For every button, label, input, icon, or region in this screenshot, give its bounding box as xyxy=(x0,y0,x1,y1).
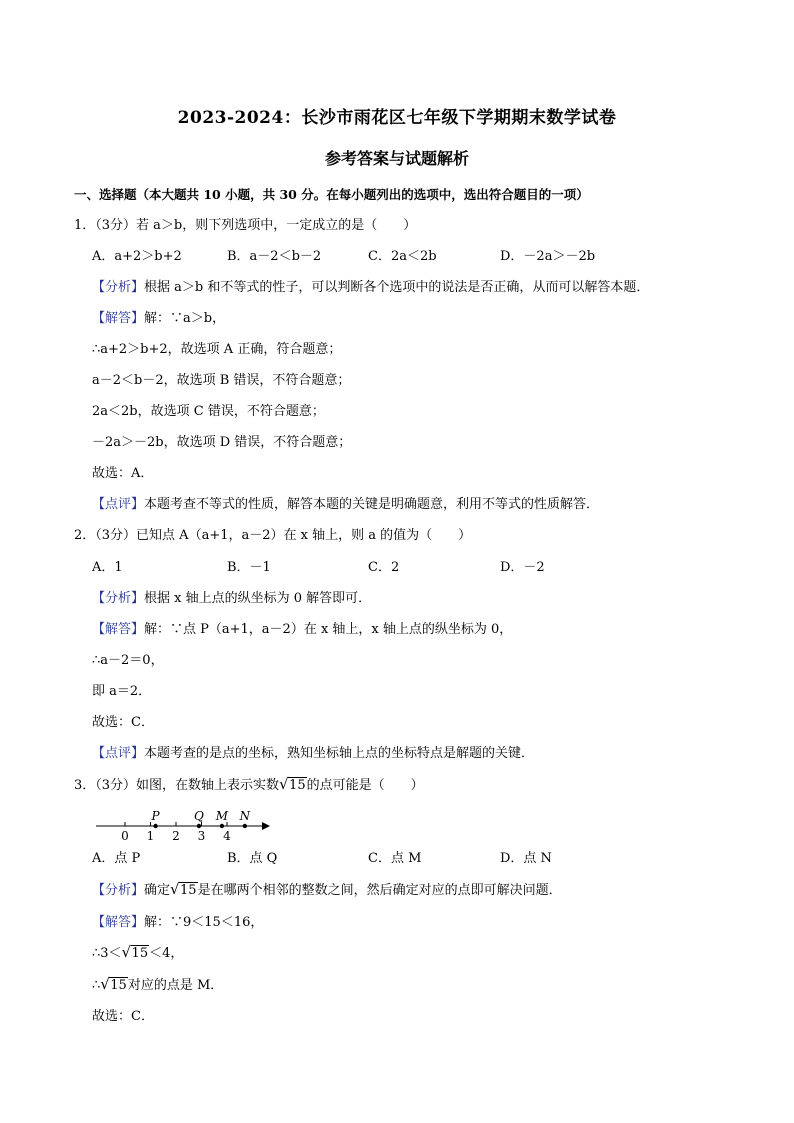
analysis-tag: 【分析】 xyxy=(92,280,145,295)
number-line-tick-label: 4 xyxy=(223,829,231,843)
q1-option-b: B．a－2＜b－2 xyxy=(227,249,322,264)
q3-stem-before: 3．（3分）如图，在数轴上表示实数 xyxy=(74,778,280,793)
q2-option-a: A．1 xyxy=(92,560,123,575)
q3-option-b: B．点 Q xyxy=(227,851,278,866)
number-line-tick-label: 2 xyxy=(172,829,180,843)
sqrt-15: √ 15 xyxy=(279,775,306,793)
q1-comment-text: 本题考查不等式的性质，解答本题的关键是明确题意，利用不等式的性质解答． xyxy=(144,497,600,512)
q3-analysis-after: 是在哪两个相邻的整数之间，然后确定对应的点即可解决问题． xyxy=(197,883,562,898)
sqrt-15: √ 15 xyxy=(170,880,197,898)
q3-answer xyxy=(92,914,263,932)
analysis-tag: 【分析】 xyxy=(92,883,145,898)
number-line-figure xyxy=(96,804,276,844)
q1-analysis-text: 根据 a＞b 和不等式的性子，可以判断各个选项中的说法是否正确，从而可以解答本题． xyxy=(144,280,650,295)
q1-step-2: a－2＜b－2，故选项 B 错误，不符合题意； xyxy=(92,373,351,388)
number-line-point-label: Q xyxy=(194,809,204,823)
q3-step2-after: 对应的点是 M． xyxy=(127,978,224,993)
section-heading: 一、选择题（本大题共 10 小题，共 30 分。在每小题列出的选项中，选出符合题目的一项） xyxy=(74,187,589,202)
q3-option-c: C．点 M xyxy=(368,851,422,866)
question-1-stem: 1．（3分）若 a＞b，则下列选项中，一定成立的是（ ） xyxy=(74,218,417,233)
answer-tag: 【解答】 xyxy=(92,622,145,637)
answer-tag: 【解答】 xyxy=(92,915,145,930)
number-line-point xyxy=(243,824,247,828)
q2-choice: 故选：C． xyxy=(92,715,154,730)
q1-option-d: D．－2a＞－2b xyxy=(500,249,596,264)
number-line-tick-label: 3 xyxy=(197,829,206,843)
comment-tag: 【点评】 xyxy=(92,746,145,761)
number-line-point xyxy=(153,824,157,828)
number-line-arrow xyxy=(262,822,270,830)
sqrt-15: √ 15 xyxy=(121,943,149,961)
number-line-point-label: M xyxy=(215,809,229,823)
q3-step-2 xyxy=(92,977,223,995)
q2-analysis xyxy=(92,590,371,608)
q2-step-1: ∴a－2＝0， xyxy=(92,653,164,668)
q3-step2-before: ∴ xyxy=(92,978,101,993)
number-line-tick-label: 0 xyxy=(121,829,129,843)
number-line-point xyxy=(197,824,201,828)
q1-step-3: 2a＜2b，故选项 C 错误，不符合题意； xyxy=(92,404,325,419)
page-title: 2023-2024：长沙市雨花区七年级下学期期末数学试卷 xyxy=(177,108,617,128)
radicand: 15 xyxy=(180,883,197,898)
q1-answer-text: 解：∵a＞b， xyxy=(144,311,226,326)
q2-option-c: C．2 xyxy=(368,560,400,575)
page-subtitle: 参考答案与试题解析 xyxy=(324,149,469,168)
q2-analysis-text: 根据 x 轴上点的纵坐标为 0 解答即可． xyxy=(144,591,372,606)
q1-step-1: ∴a+2＞b+2，故选项 A 正确，符合题意； xyxy=(92,342,342,357)
sqrt-15: √ 15 xyxy=(100,975,127,993)
q1-option-a: A．a+2＞b+2 xyxy=(92,249,182,264)
q2-comment xyxy=(92,745,534,763)
analysis-tag: 【分析】 xyxy=(92,591,145,606)
q3-analysis xyxy=(92,882,562,900)
question-3-stem xyxy=(74,777,424,795)
q2-step-2: 即 a＝2． xyxy=(92,684,152,699)
q3-option-a: A．点 P xyxy=(92,851,141,866)
radicand: 15 xyxy=(110,978,127,993)
number-line-tick-label: 1 xyxy=(146,829,155,843)
q3-answer-text: 解：∵9＜15＜16， xyxy=(144,915,264,930)
q1-choice: 故选：A． xyxy=(92,466,154,481)
q3-stem-after: 的点可能是（ ） xyxy=(306,778,424,793)
q2-answer xyxy=(92,621,512,639)
q2-option-b: B．－1 xyxy=(227,560,271,575)
number-line-point-label: P xyxy=(151,809,160,823)
q1-answer xyxy=(92,310,225,328)
q3-choice: 故选：C． xyxy=(92,1009,154,1024)
q3-step1-after: ＜4， xyxy=(149,946,184,961)
radicand: 15 xyxy=(131,946,149,961)
q3-step1-before: ∴3＜ xyxy=(92,946,122,961)
q3-option-d: D．点 N xyxy=(500,851,552,866)
q3-step-1 xyxy=(92,945,183,963)
question-2-stem: 2．（3分）已知点 A（a+1，a－2）在 x 轴上，则 a 的值为（ ） xyxy=(74,528,472,543)
q1-option-c: C．2a＜2b xyxy=(368,249,437,264)
q1-comment xyxy=(92,496,599,514)
radicand: 15 xyxy=(289,778,306,793)
q1-analysis xyxy=(92,279,649,297)
number-line-point xyxy=(220,824,224,828)
answer-tag: 【解答】 xyxy=(92,311,145,326)
number-line-point-label: N xyxy=(239,809,251,823)
q2-answer-text: 解：∵点 P（a+1，a－2）在 x 轴上，x 轴上点的纵坐标为 0， xyxy=(144,622,513,637)
q3-analysis-before: 确定 xyxy=(144,883,171,898)
q2-comment-text: 本题考查的是点的坐标，熟知坐标轴上点的坐标特点是解题的关键． xyxy=(144,746,535,761)
q2-option-d: D．－2 xyxy=(500,560,545,575)
q1-step-4: －2a＞－2b，故选项 D 错误，不符合题意； xyxy=(92,435,352,450)
comment-tag: 【点评】 xyxy=(92,497,145,512)
